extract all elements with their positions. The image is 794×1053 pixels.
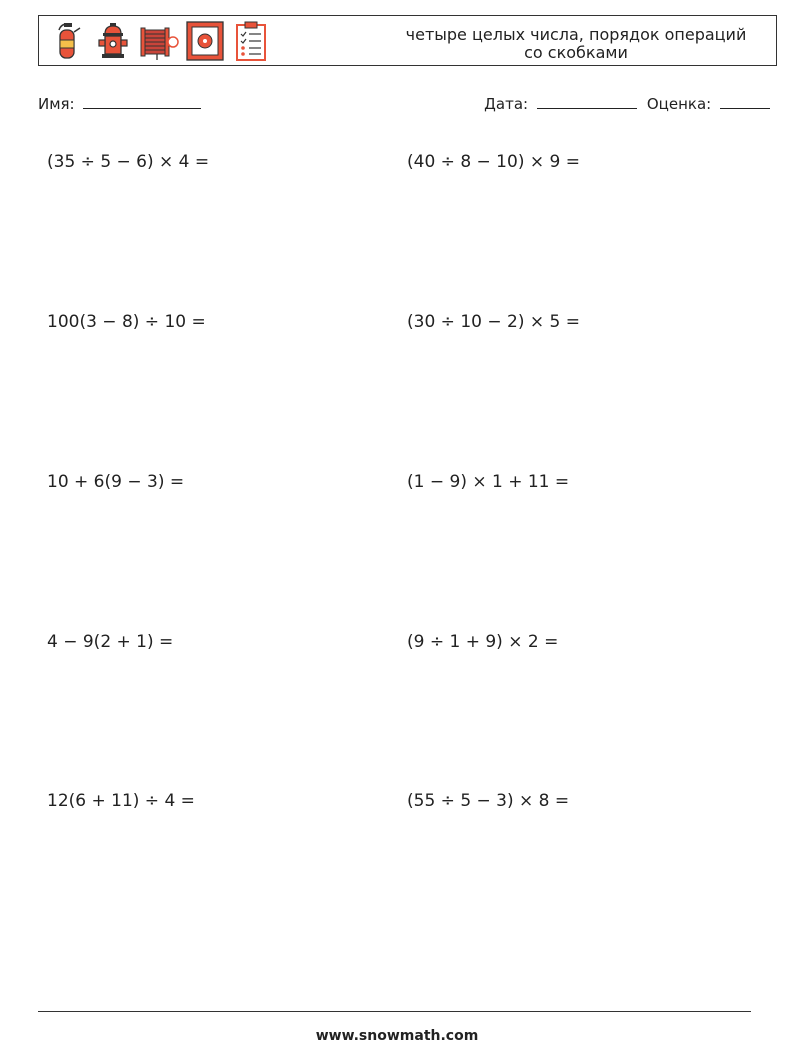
date-label: Дата:	[484, 95, 529, 113]
problem-2: (40 ÷ 8 − 10) × 9 =	[407, 152, 580, 172]
grade-field	[647, 94, 770, 113]
title-line-1: четыре целых числа, порядок операций	[405, 25, 747, 44]
problem-10: (55 ÷ 5 − 3) × 8 =	[407, 791, 570, 811]
problem-3: 100(3 − 8) ÷ 10 =	[47, 312, 206, 332]
footer-url: www.snowmath.com	[315, 1028, 479, 1044]
problem-8: (9 ÷ 1 + 9) × 2 =	[407, 632, 559, 652]
header-box	[38, 15, 777, 66]
date-blank[interactable]	[537, 94, 637, 109]
grade-label: Оценка:	[646, 95, 712, 113]
date-grade-fields	[484, 94, 770, 113]
problem-6: (1 − 9) × 1 + 11 =	[407, 472, 570, 492]
fire-extinguisher-icon	[47, 20, 87, 62]
hose-reel-icon	[139, 20, 179, 62]
grade-blank[interactable]	[720, 94, 770, 109]
name-label: Имя:	[38, 95, 75, 113]
name-blank[interactable]	[83, 94, 201, 109]
footer-divider	[38, 1011, 751, 1012]
worksheet-title	[396, 26, 756, 62]
problem-1: (35 ÷ 5 − 6) × 4 =	[47, 152, 210, 172]
fire-hydrant-icon	[93, 20, 133, 62]
checklist-icon	[231, 20, 271, 62]
date-field	[484, 94, 637, 113]
title-line-2: со скобками	[524, 43, 628, 62]
problem-9: 12(6 + 11) ÷ 4 =	[47, 791, 195, 811]
problem-4: (30 ÷ 10 − 2) × 5 =	[407, 312, 580, 332]
problem-5: 10 + 6(9 − 3) =	[47, 472, 185, 492]
name-field	[38, 94, 201, 113]
header-icons	[47, 20, 271, 62]
fire-alarm-icon	[185, 20, 225, 62]
problem-7: 4 − 9(2 + 1) =	[47, 632, 174, 652]
